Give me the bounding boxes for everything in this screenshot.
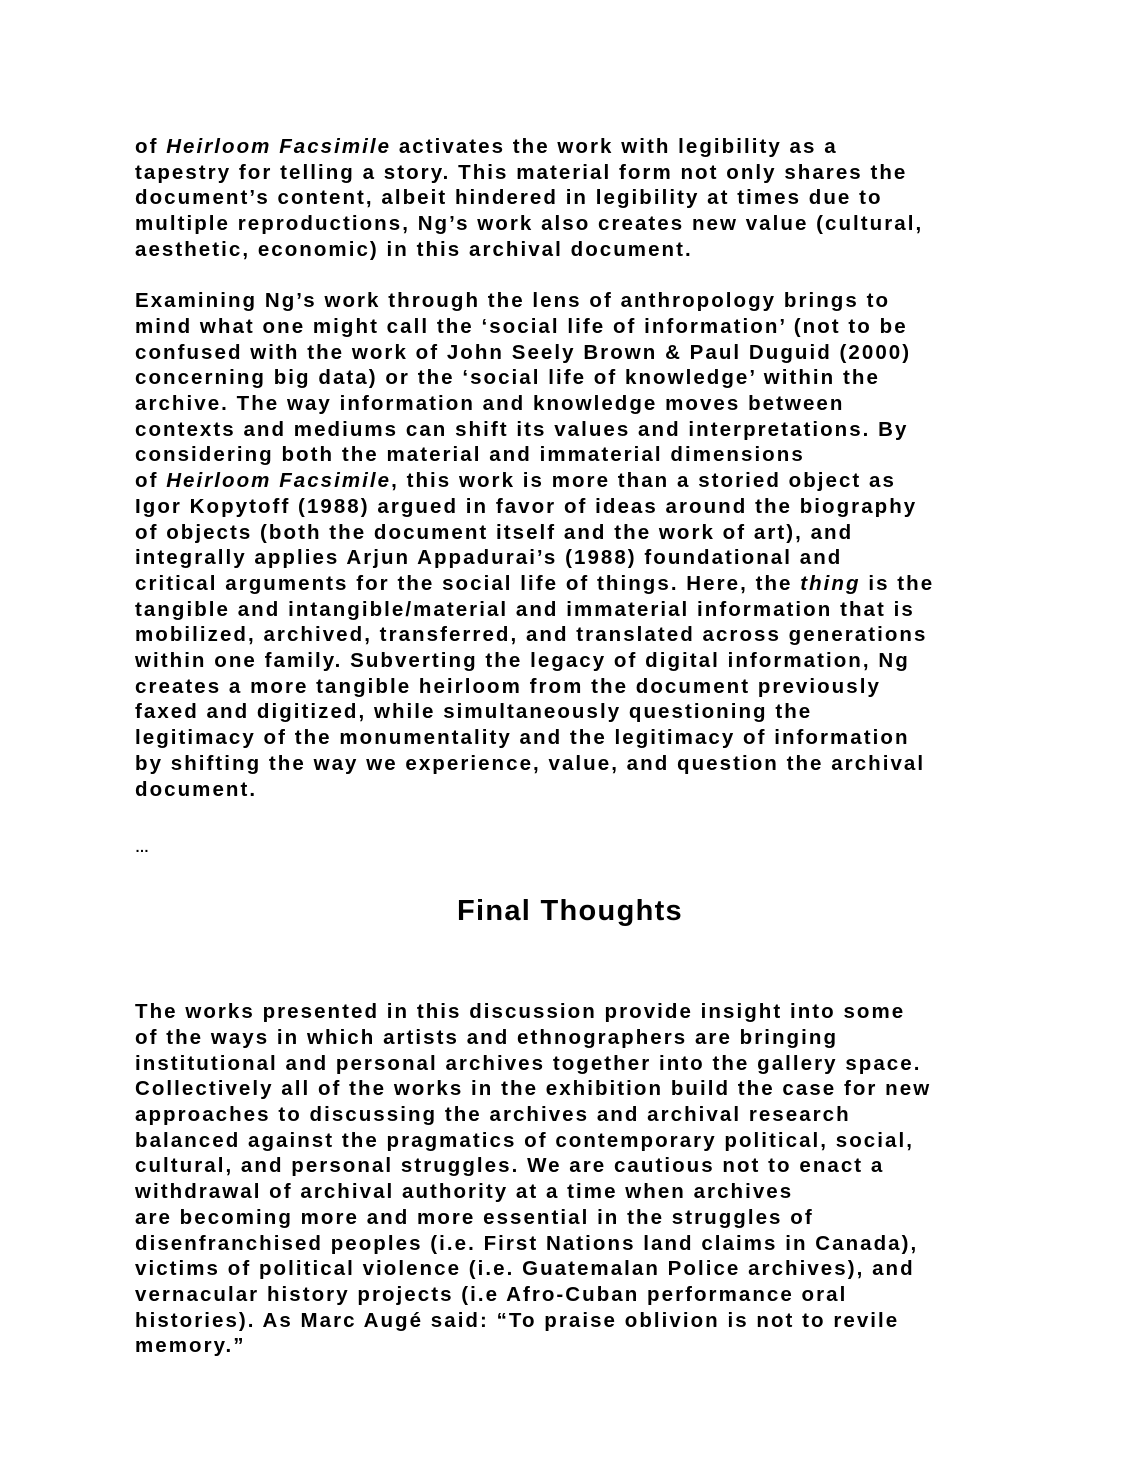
text-line bbox=[135, 648, 1015, 674]
text-run: considering both the material and immaterial dimensions bbox=[135, 443, 805, 467]
text-line bbox=[135, 160, 1015, 186]
text-run: creates a more tangible heirloom from the document previously bbox=[135, 674, 881, 698]
text-line bbox=[135, 1333, 1015, 1359]
italic-title: Heirloom Facsimile bbox=[166, 469, 392, 493]
text-run: withdrawal of archival authority at a time when archives bbox=[135, 1180, 794, 1204]
text-run: institutional and personal archives together into the gallery space. bbox=[135, 1051, 922, 1075]
text-run: memory.” bbox=[135, 1334, 246, 1358]
text-line bbox=[135, 314, 1015, 340]
text-run: activates the work with legibility as a bbox=[391, 135, 838, 158]
text-line bbox=[135, 288, 1015, 314]
text-run: faxed and digitized, while simultaneously questioning the bbox=[135, 700, 813, 724]
text-line bbox=[135, 237, 1015, 263]
text-line bbox=[135, 1231, 1015, 1257]
text-line bbox=[135, 622, 1015, 648]
text-run: of bbox=[135, 135, 167, 158]
text-run: concerning big data) or the ‘social life of knowledge’ within the bbox=[135, 366, 880, 390]
document-page bbox=[135, 134, 1015, 1359]
text-run: disenfranchised peoples (i.e. First Nations land claims in Canada), bbox=[135, 1231, 919, 1255]
text-run: of bbox=[135, 469, 167, 493]
text-run: cultural, and personal struggles. We are cautious not to enact a bbox=[135, 1154, 885, 1178]
text-run: legitimacy of the monumentality and the legitimacy of information bbox=[135, 726, 910, 750]
text-run: document’s content, albeit hindered in legibility at times due to bbox=[135, 186, 883, 210]
text-line bbox=[135, 520, 1015, 546]
text-run: Collectively all of the works in the exhibition build the case for new bbox=[135, 1077, 932, 1101]
paragraph-final-thoughts bbox=[135, 999, 1015, 1359]
text-line bbox=[135, 365, 1015, 391]
text-run: mobilized, archived, transferred, and translated across generations bbox=[135, 623, 928, 647]
text-line bbox=[135, 1308, 1015, 1334]
text-line bbox=[135, 494, 1015, 520]
text-line bbox=[135, 571, 1015, 597]
text-line bbox=[135, 1256, 1015, 1282]
italic-title: thing bbox=[800, 571, 861, 595]
text-line bbox=[135, 725, 1015, 751]
text-run: archive. The way information and knowledge moves between bbox=[135, 392, 845, 416]
text-line bbox=[135, 417, 1015, 443]
text-run: is the bbox=[860, 571, 935, 595]
text-line bbox=[135, 751, 1015, 777]
italic-title: Heirloom Facsimile bbox=[166, 135, 392, 158]
text-run: approaches to discussing the archives and archival research bbox=[135, 1103, 851, 1127]
text-line bbox=[135, 468, 1015, 494]
text-run: Igor Kopytoff (1988) argued in favor of ideas around the biography bbox=[135, 494, 918, 518]
text-line bbox=[135, 1282, 1015, 1308]
text-line bbox=[135, 674, 1015, 700]
section-break-ellipsis: … bbox=[135, 839, 150, 856]
text-line bbox=[135, 1076, 1015, 1102]
text-line bbox=[135, 1153, 1015, 1179]
text-line bbox=[135, 1051, 1015, 1077]
text-run: , this work is more than a storied object as bbox=[391, 469, 896, 493]
text-line bbox=[135, 211, 1015, 237]
text-run: are becoming more and more essential in the struggles of bbox=[135, 1205, 814, 1229]
text-run: tangible and intangible/material and immaterial information that is bbox=[135, 597, 915, 621]
text-run: histories). As Marc Augé said: “To praise oblivion is not to revile bbox=[135, 1308, 900, 1332]
text-line bbox=[135, 340, 1015, 366]
text-line bbox=[135, 185, 1015, 211]
text-run: Examining Ng’s work through the lens of anthropology brings to bbox=[135, 289, 891, 313]
text-run: integrally applies Arjun Appadurai’s (1988) foundational and bbox=[135, 546, 843, 570]
text-run: contexts and mediums can shift its values and interpretations. By bbox=[135, 417, 909, 441]
text-run: by shifting the way we experience, value, and question the archival bbox=[135, 751, 926, 775]
text-line bbox=[135, 545, 1015, 571]
text-run: The works presented in this discussion provide insight into some bbox=[135, 1000, 906, 1024]
text-line bbox=[135, 391, 1015, 417]
text-line bbox=[135, 1025, 1015, 1051]
text-run: balanced against the pragmatics of contemporary political, social, bbox=[135, 1128, 914, 1152]
text-line bbox=[135, 777, 1015, 803]
text-line bbox=[135, 1205, 1015, 1231]
text-run: within one family. Subverting the legacy of digital information, Ng bbox=[135, 649, 910, 673]
section-heading-final-thoughts: Final Thoughts bbox=[456, 895, 683, 928]
text-line bbox=[135, 1102, 1015, 1128]
text-line bbox=[135, 597, 1015, 623]
text-line bbox=[135, 442, 1015, 468]
text-run: of the ways in which artists and ethnographers are bringing bbox=[135, 1025, 839, 1049]
text-line bbox=[135, 134, 1015, 160]
text-line bbox=[135, 999, 1015, 1025]
paragraph-social-life-of-information bbox=[135, 288, 1015, 802]
text-run: multiple reproductions, Ng’s work also creates new value (cultural, bbox=[135, 212, 924, 236]
text-run: vernacular history projects (i.e Afro-Cuban performance oral bbox=[135, 1283, 848, 1306]
text-run: mind what one might call the ‘social life of information’ (not to be bbox=[135, 314, 908, 338]
text-run: tapestry for telling a story. This material form not only shares the bbox=[135, 160, 908, 184]
paragraph-heirloom-facsimile bbox=[135, 134, 1015, 263]
text-line bbox=[135, 1179, 1015, 1205]
text-run: critical arguments for the social life of things. Here, the bbox=[135, 571, 801, 595]
text-run: confused with the work of John Seely Brown & Paul Duguid (2000) bbox=[135, 340, 912, 364]
text-run: of objects (both the document itself and the work of art), and bbox=[135, 520, 854, 544]
text-run: aesthetic, economic) in this archival document. bbox=[135, 237, 693, 261]
text-run: document. bbox=[135, 777, 258, 801]
text-run: victims of political violence (i.e. Guatemalan Police archives), and bbox=[135, 1257, 915, 1281]
text-line bbox=[135, 699, 1015, 725]
text-line bbox=[135, 1128, 1015, 1154]
